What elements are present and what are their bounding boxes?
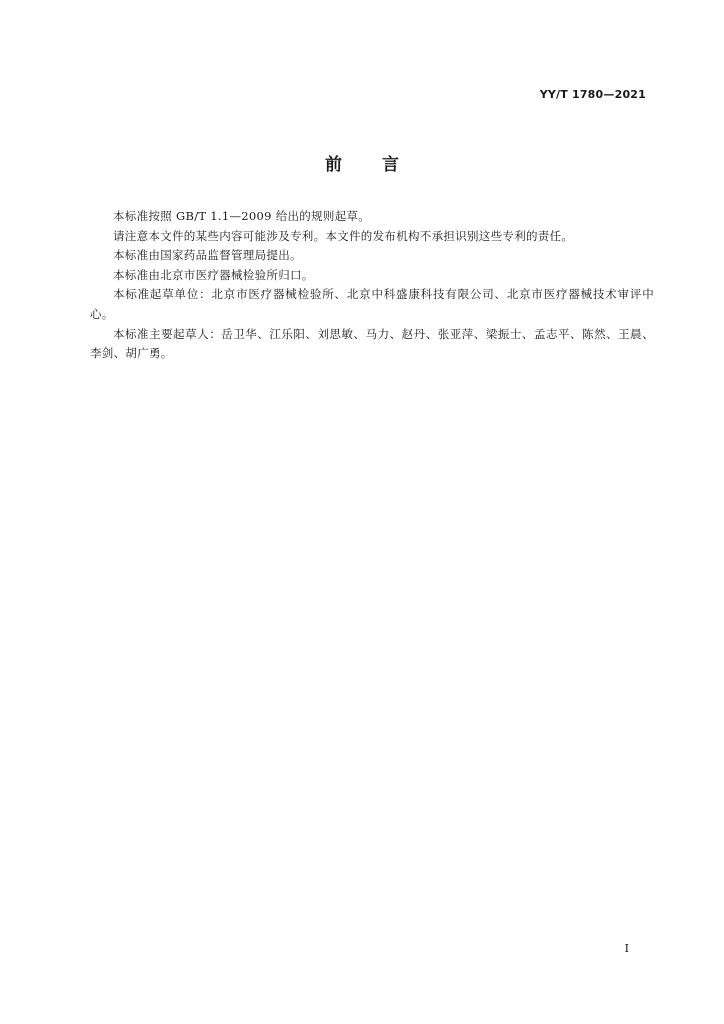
paragraph-drafters: 本标准主要起草人：岳卫华、江乐阳、刘思敏、马力、赵丹、张亚萍、梁振士、孟志平、陈然、王晨、李剑、胡广勇。 (90, 326, 654, 361)
paragraph-drafting-units: 本标准起草单位：北京市医疗器械检验所、北京中科盛康科技有限公司、北京市医疗器械技术审评中心。 (90, 287, 654, 321)
standard-code: YY/T 1780—2021 (539, 88, 646, 101)
paragraph-proposed-by: 本标准由国家药品监督管理局提出。 (113, 248, 302, 263)
paragraph-centralized-by: 本标准由北京市医疗器械检验所归口。 (113, 267, 314, 282)
paragraph-drafting-rules: 本标准按照 GB/T 1.1—2009 给出的规则起草。 (113, 209, 371, 223)
foreword-body (90, 207, 654, 364)
paragraph-patent-notice: 请注意本文件的某些内容可能涉及专利。本文件的发布机构不承担识别这些专利的责任。 (113, 228, 574, 243)
page-number: I (624, 942, 629, 955)
section-title: 前言 (325, 155, 439, 175)
